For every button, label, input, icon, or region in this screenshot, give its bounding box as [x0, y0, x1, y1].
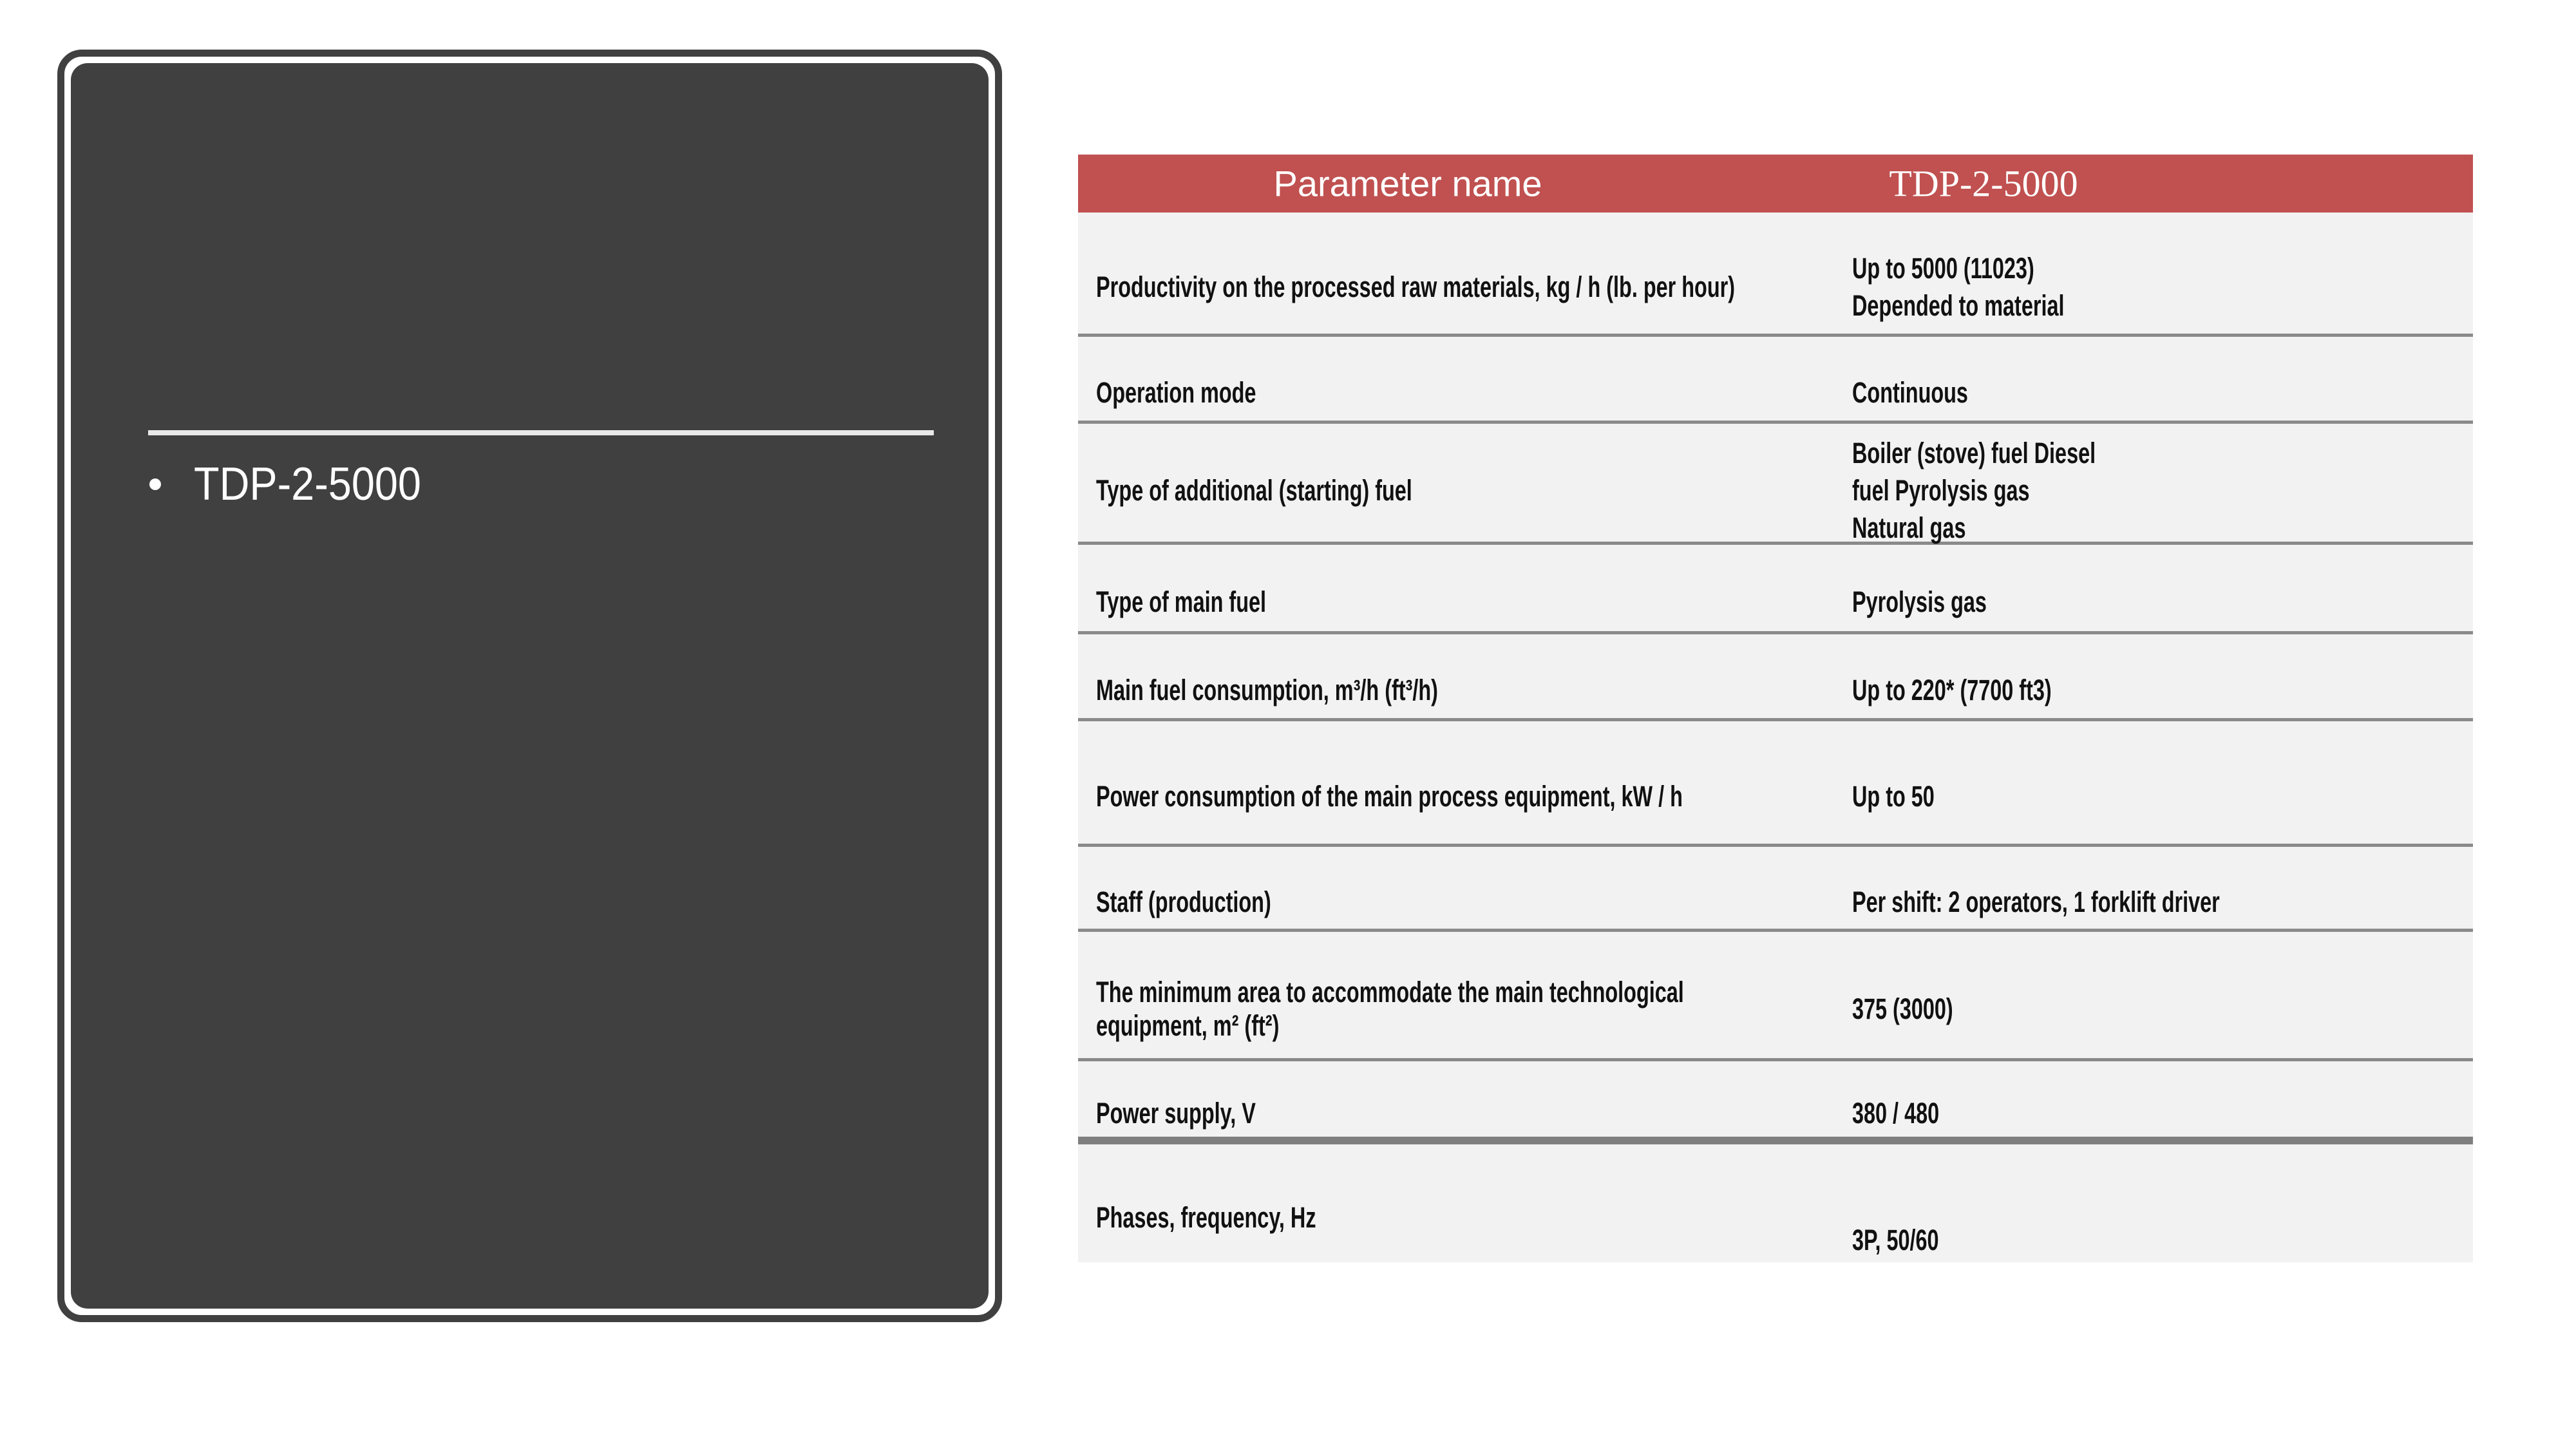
- row-label: [1078, 721, 1852, 844]
- value-text: Boiler (stove) fuel Diesel: [1852, 436, 2096, 469]
- spec-table: [1078, 155, 2473, 1262]
- value-text: Up to 5000 (11023): [1852, 252, 2034, 285]
- row-main-fuel: [1078, 545, 2473, 634]
- header-model-name: TDP-2-5000: [1889, 162, 2078, 205]
- row-productivity: [1078, 213, 2473, 337]
- label-text: Staff (production): [1096, 885, 1271, 918]
- label-text: Phases, frequency, Hz: [1096, 1200, 1316, 1234]
- bullet-icon: [149, 478, 161, 490]
- label-text: Main fuel consumption, m³/h (ft³/h): [1096, 674, 1438, 706]
- label-text: Operation mode: [1096, 376, 1256, 409]
- label-text: Type of main fuel: [1096, 585, 1267, 618]
- row-label: [1078, 847, 1852, 929]
- slide-panel-fill: [71, 63, 989, 1309]
- value-text: Depended to material: [1852, 289, 2065, 322]
- value-text: Natural gas: [1852, 511, 1966, 544]
- value-text: Per shift: 2 operators, 1 forklift driver: [1852, 885, 2220, 918]
- row-label: [1078, 1061, 1852, 1137]
- row-label: [1078, 1144, 1852, 1262]
- row-value: [1852, 721, 2473, 844]
- row-operation-mode: [1078, 337, 2473, 424]
- row-value: [1852, 634, 2473, 718]
- label-text: Power supply, V: [1096, 1096, 1256, 1130]
- row-phases-frequency: [1078, 1144, 2473, 1262]
- slide-title: TDP-2-5000: [194, 459, 421, 510]
- row-label: [1078, 545, 1852, 631]
- row-value: [1852, 1061, 2473, 1137]
- value-text: 375 (3000): [1852, 992, 1953, 1025]
- value-text: 380 / 480: [1852, 1096, 1940, 1130]
- row-staff: [1078, 847, 2473, 932]
- value-text: 3P, 50/60: [1852, 1224, 1939, 1256]
- row-min-area: [1078, 932, 2473, 1061]
- slide-title-row: [149, 459, 446, 510]
- value-text: Pyrolysis gas: [1852, 585, 1987, 618]
- value-text: Up to 50: [1852, 780, 1935, 813]
- slide-panel: [57, 50, 1002, 1322]
- value-text: fuel Pyrolysis gas: [1852, 473, 2030, 507]
- row-power-supply: [1078, 1061, 2473, 1144]
- row-power-consumption: [1078, 721, 2473, 847]
- label-text: Productivity on the processed raw materials, kg / h (lb. per hour): [1096, 270, 1736, 303]
- row-value: [1852, 847, 2473, 929]
- row-label: [1078, 213, 1852, 334]
- row-label: [1078, 337, 1852, 421]
- label-text: equipment, m² (ft²): [1096, 1009, 1280, 1042]
- table-header: [1078, 155, 2473, 213]
- row-label: [1078, 424, 1852, 542]
- value-text: Up to 220* (7700 ft3): [1852, 674, 2052, 706]
- row-value: [1852, 1144, 2473, 1262]
- row-value: [1852, 424, 2473, 542]
- row-value: [1852, 932, 2473, 1058]
- value-text: Continuous: [1852, 376, 1968, 409]
- label-text: Power consumption of the main process equipment, kW / h: [1096, 780, 1683, 813]
- header-parameter-name: Parameter name: [1273, 163, 1542, 204]
- row-value: [1852, 337, 2473, 421]
- label-text: The minimum area to accommodate the main technological: [1096, 976, 1684, 1009]
- row-value: [1852, 213, 2473, 334]
- row-label: [1078, 932, 1852, 1058]
- label-text: Type of additional (starting) fuel: [1096, 473, 1412, 507]
- title-divider-line: [148, 430, 934, 435]
- row-value: [1852, 545, 2473, 631]
- row-additional-fuel: [1078, 424, 2473, 545]
- row-fuel-consumption: [1078, 634, 2473, 721]
- row-label: [1078, 634, 1852, 718]
